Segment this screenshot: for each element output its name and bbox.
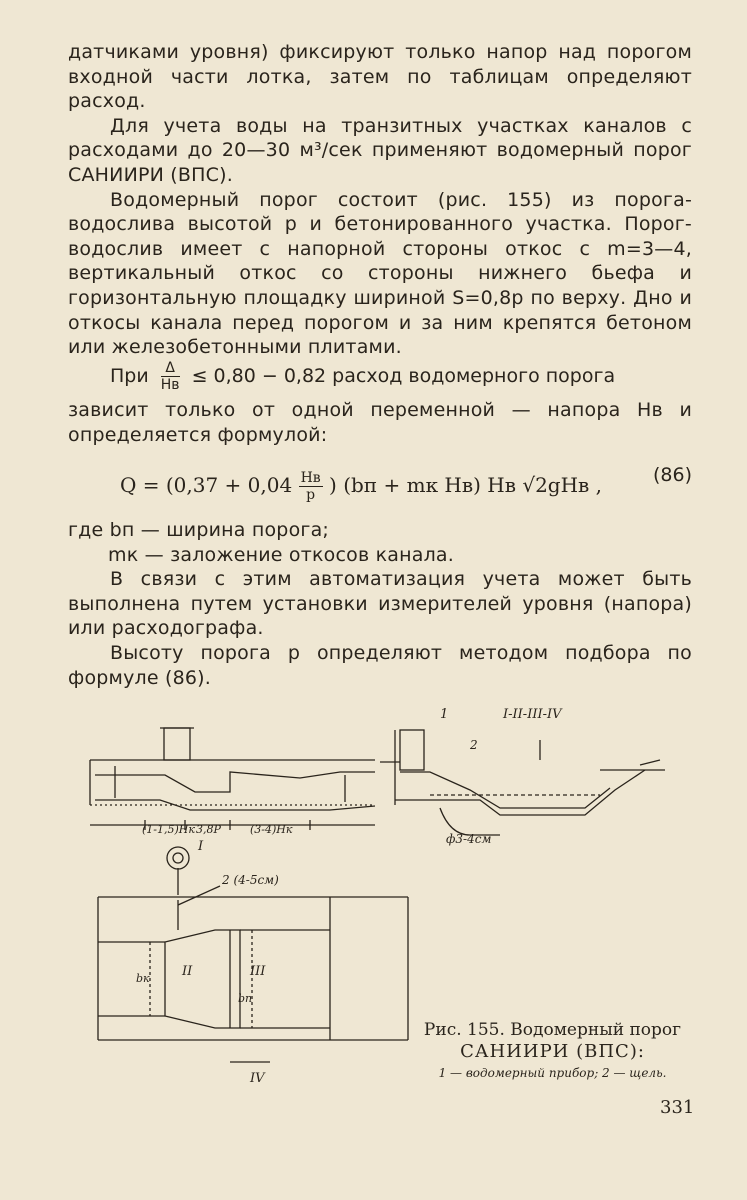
- label-section-I: I: [198, 839, 204, 854]
- formula-right: ) (bп + mк Hв) Hв √2gHв ,: [329, 473, 603, 497]
- paragraph-3: Водомерный порог состоит (рис. 155) из порога-водослива высотой p и бетонированного участка. Порог-водослив имеет с напорной стороны откос с m=3—4, вертикальный откос со стороны нижнего бьефа и горизонтальную площадку шириной S=0,8p по верху. Дно и откосы канала перед порогом и за ним крепятся бетоном или железобетонными плитами.: [68, 188, 692, 359]
- paragraph-5: зависит только от одной переменной — напора Hв и определяется формулой:: [68, 399, 692, 446]
- label-1: 1: [440, 707, 449, 722]
- cross-section: [380, 730, 665, 835]
- formula-fraction-num: Hв: [300, 470, 321, 486]
- label-2: 2: [470, 738, 478, 752]
- formula-number: (86): [652, 464, 692, 486]
- dim-3: (3-4)Hк: [250, 823, 293, 836]
- label-section-II: II: [182, 964, 193, 979]
- label-sections: I-II-III-IV: [503, 707, 562, 722]
- formula-left: Q = (0,37 + 0,04: [120, 473, 293, 497]
- condition-fraction-num: Δ: [161, 360, 180, 377]
- gauge-well: [164, 728, 190, 760]
- caption-line-2: САНИИРИ (ВПС):: [460, 1041, 645, 1062]
- paragraph-6: В связи с этим автоматизация учета может быть выполнена путем установки измерителей уровня (напора) или расходографа.: [68, 568, 692, 640]
- gauge-ring: [167, 847, 189, 869]
- paragraph-1: датчиками уровня) фиксируют только напор над порогом входной части лотка, затем по таблицам определяют расход.: [68, 41, 692, 113]
- page-number: 331: [660, 1097, 695, 1118]
- where-line-1: где bп — ширина порога;: [68, 519, 330, 541]
- condition-fraction-den: Hв: [160, 377, 180, 393]
- paragraph-2: Для учета воды на транзитных участках каналов с расходами до 20—30 м³/сек применяют водомерный порог САНИИРИ (ВПС).: [68, 114, 692, 186]
- longitudinal-section: [90, 728, 375, 830]
- gauge-box: [400, 730, 424, 770]
- dim-1: (1-1,5)Hк: [142, 823, 195, 836]
- caption-line-3: 1 — водомерный прибор; 2 — щель.: [438, 1066, 667, 1080]
- paragraph-7: Высоту порога p определяют методом подбора по формуле (86).: [68, 641, 692, 689]
- condition-pre: При: [110, 365, 149, 387]
- label-slot: 2 (4-5см): [222, 873, 279, 887]
- label-bk: bк: [136, 972, 150, 985]
- condition-post: ≤ 0,80 − 0,82 расход водомерного порога: [191, 365, 616, 387]
- label-section-III: III: [250, 964, 266, 979]
- dim-2: 3,8P: [196, 823, 221, 836]
- figure-caption: [410, 1020, 695, 1083]
- label-bp: bп: [238, 992, 253, 1005]
- where-line-2: mк — заложение откосов канала.: [108, 543, 454, 566]
- label-diam: ф3-4см: [446, 832, 492, 846]
- caption-line-1: Рис. 155. Водомерный порог: [423, 1020, 682, 1040]
- label-section-IV: IV: [250, 1071, 265, 1086]
- formula-fraction-den: p: [306, 487, 316, 503]
